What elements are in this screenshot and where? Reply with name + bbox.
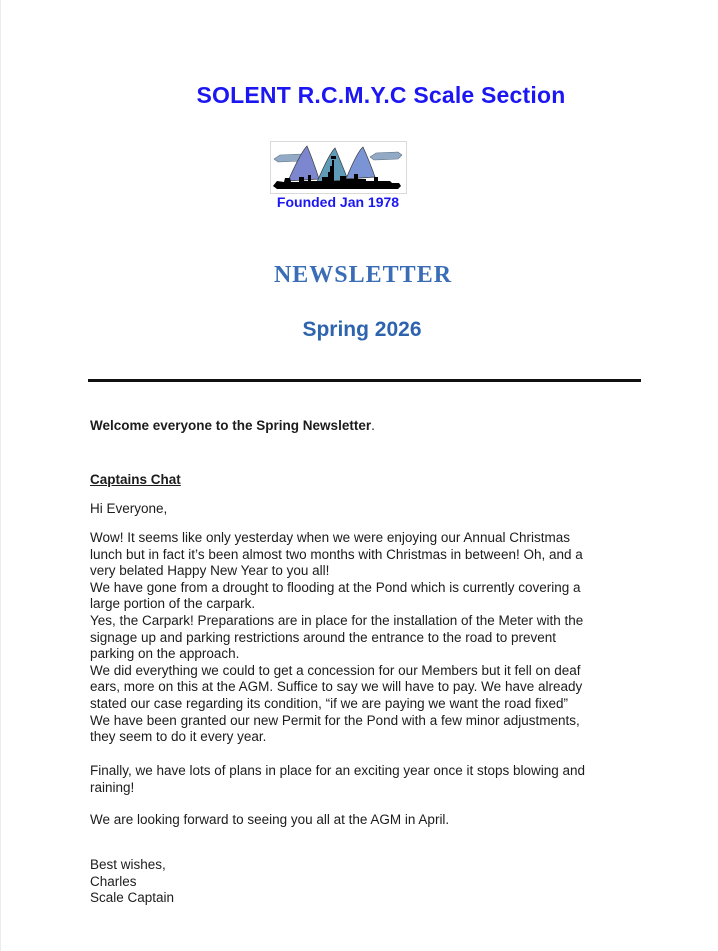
- chat-text-line: We have been granted our new Permit for the Pond with a few minor adjustments,: [90, 712, 580, 728]
- chat-text-line: large portion of the carpark.: [90, 596, 256, 612]
- chat-text-line: they seem to do it every year.: [90, 729, 267, 745]
- signature: [90, 857, 174, 907]
- finally-text-line: Finally, we have lots of plans in place for an exciting year once it stops blowing and: [90, 763, 586, 778]
- page-edge-line: [0, 0, 1, 951]
- horizontal-rule: [88, 379, 641, 382]
- ship-sails-logo-graphic: [271, 142, 404, 191]
- chat-text-line: parking on the approach.: [90, 646, 240, 662]
- chat-text-line: ears, more on this at the AGM. Suffice to say we will have to pay. We have already: [90, 679, 583, 695]
- signature-line: Scale Captain: [90, 890, 175, 906]
- chat-text-line: We did everything we could to get a concession for our Members but it fell on deaf: [90, 662, 581, 678]
- signature-line: Charles: [90, 873, 137, 889]
- chat-text-line: stated our case regarding its condition, “if we are paying we want the road fixed”: [90, 695, 569, 711]
- welcome-period: .: [371, 418, 375, 433]
- welcome-line: [90, 418, 375, 433]
- chat-text-line: very belated Happy New Year to you all!: [90, 563, 330, 579]
- agm-closing-line: We are looking forward to seeing you all at the AGM in April.: [90, 812, 450, 827]
- welcome-bold-text: Welcome everyone to the Spring Newsletter: [90, 418, 372, 433]
- chat-text-line: signage up and parking restrictions around the entrance to the road to prevent: [90, 629, 557, 645]
- captains-chat-heading: Captains Chat: [90, 472, 181, 487]
- chat-text-line: Yes, the Carpark! Preparations are in place for the installation of the Meter with the: [90, 612, 584, 628]
- finally-text-line: raining!: [90, 779, 135, 795]
- founded-caption: Founded Jan 1978: [276, 194, 400, 210]
- club-ship-logo: [270, 141, 407, 194]
- chat-text-line: We have gone from a drought to flooding at the Pond which is currently covering a: [90, 579, 581, 595]
- finally-paragraph: [90, 763, 585, 796]
- greeting-line: Hi Everyone,: [90, 501, 168, 516]
- chat-text-line: lunch but in fact it’s been almost two months with Christmas in between! Oh, and a: [90, 546, 583, 562]
- captains-chat-paragraphs: [90, 530, 583, 746]
- issue-heading: Spring 2026: [302, 318, 422, 341]
- page-title: SOLENT R.C.M.Y.C Scale Section: [196, 82, 566, 108]
- signature-line: Best wishes,: [90, 857, 166, 872]
- chat-text-line: Wow! It seems like only yesterday when we were enjoying our Annual Christmas: [90, 530, 570, 545]
- newsletter-heading: NEWSLETTER: [273, 262, 453, 288]
